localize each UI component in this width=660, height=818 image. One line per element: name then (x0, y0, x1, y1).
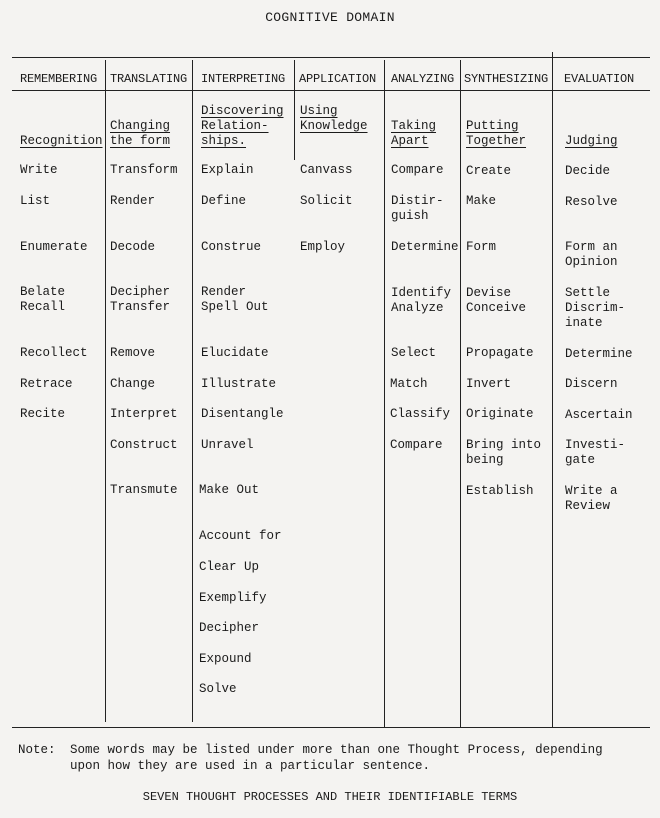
table-top-rule (12, 57, 650, 58)
term: Classify (390, 407, 451, 421)
term: Exemplify (199, 591, 267, 605)
term: Construct (110, 438, 178, 452)
term: Propagate (466, 346, 534, 360)
note-text: Some words may be listed under more than one Thought Process, depending upon how they are used in a particular sentence. (70, 743, 603, 773)
term: Select (391, 346, 437, 360)
term: Originate (466, 407, 534, 421)
term: Change (110, 377, 156, 391)
term: Resolve (565, 195, 618, 209)
term: Make (466, 194, 497, 208)
term: Discern (565, 377, 618, 391)
term: Match (390, 377, 428, 391)
term: Investi- gate (565, 438, 626, 467)
term: Belate Recall (20, 285, 66, 314)
term: Unravel (201, 438, 254, 452)
term: Decide (565, 164, 611, 178)
term: Interpret (110, 407, 178, 421)
term: Solicit (300, 194, 353, 208)
column-header: ANALYZING (391, 72, 455, 86)
term: Determine (391, 240, 459, 254)
term: Create (466, 164, 512, 178)
header-bottom-rule (12, 90, 650, 91)
term: Bring into being (466, 438, 542, 467)
term: Ascertain (565, 408, 633, 422)
term: Compare (391, 163, 444, 177)
term: Account for (199, 529, 282, 543)
term: Construe (201, 240, 262, 254)
term: Transform (110, 163, 178, 177)
term: Decode (110, 240, 156, 254)
column-divider (294, 60, 295, 160)
column-subheading: Discovering Relation- ships. (201, 104, 284, 148)
term: Canvass (300, 163, 353, 177)
term: Compare (390, 438, 443, 452)
term: Make Out (199, 483, 260, 497)
column-subheading: Changing the form (110, 119, 171, 148)
term: Write (20, 163, 58, 177)
column-subheading: Using Knowledge (300, 104, 368, 133)
column-divider (552, 52, 553, 727)
column-subheading: Judging (565, 134, 618, 148)
column-subheading: Taking Apart (391, 119, 437, 148)
column-header: EVALUATION (564, 72, 635, 86)
column-header: INTERPRETING (201, 72, 286, 86)
term: Render Spell Out (201, 285, 269, 314)
term: Employ (300, 240, 346, 254)
term: Write a Review (565, 484, 618, 513)
term: Retrace (20, 377, 73, 391)
term: Clear Up (199, 560, 260, 574)
term: List (20, 194, 51, 208)
column-divider (192, 60, 193, 722)
column-divider (460, 60, 461, 728)
term: Disentangle (201, 407, 284, 421)
term: Explain (201, 163, 254, 177)
column-divider (384, 60, 385, 728)
term: Define (201, 194, 247, 208)
term: Determine (565, 347, 633, 361)
term: Recollect (20, 346, 88, 360)
term: Expound (199, 652, 252, 666)
term: Distir- guish (391, 194, 444, 223)
term: Illustrate (201, 377, 277, 391)
term: Remove (110, 346, 156, 360)
term: Transmute (110, 483, 178, 497)
column-subheading: Recognition (20, 134, 103, 148)
column-header: REMEMBERING (20, 72, 98, 86)
term: Identify Analyze (391, 286, 452, 315)
term: Form (466, 240, 497, 254)
term: Decipher Transfer (110, 285, 171, 314)
footer-caption: SEVEN THOUGHT PROCESSES AND THEIR IDENTIFIABLE TERMS (142, 790, 518, 804)
column-subheading: Putting Together (466, 119, 527, 148)
term: Form an Opinion (565, 240, 618, 269)
term: Elucidate (201, 346, 269, 360)
note-label: Note: (18, 743, 56, 757)
term: Invert (466, 377, 512, 391)
term: Decipher (199, 621, 260, 635)
note (18, 742, 630, 774)
page-title: COGNITIVE DOMAIN (265, 10, 395, 25)
column-header: APPLICATION (299, 72, 377, 86)
term: Devise Conceive (466, 286, 527, 315)
column-header: TRANSLATING (110, 72, 188, 86)
table-bottom-rule (12, 727, 650, 728)
term: Solve (199, 682, 237, 696)
term: Enumerate (20, 240, 88, 254)
term: Establish (466, 484, 534, 498)
column-divider (105, 60, 106, 722)
term: Settle Discrim- inate (565, 286, 626, 330)
column-header: SYNTHESIZING (464, 72, 549, 86)
term: Render (110, 194, 156, 208)
term: Recite (20, 407, 66, 421)
